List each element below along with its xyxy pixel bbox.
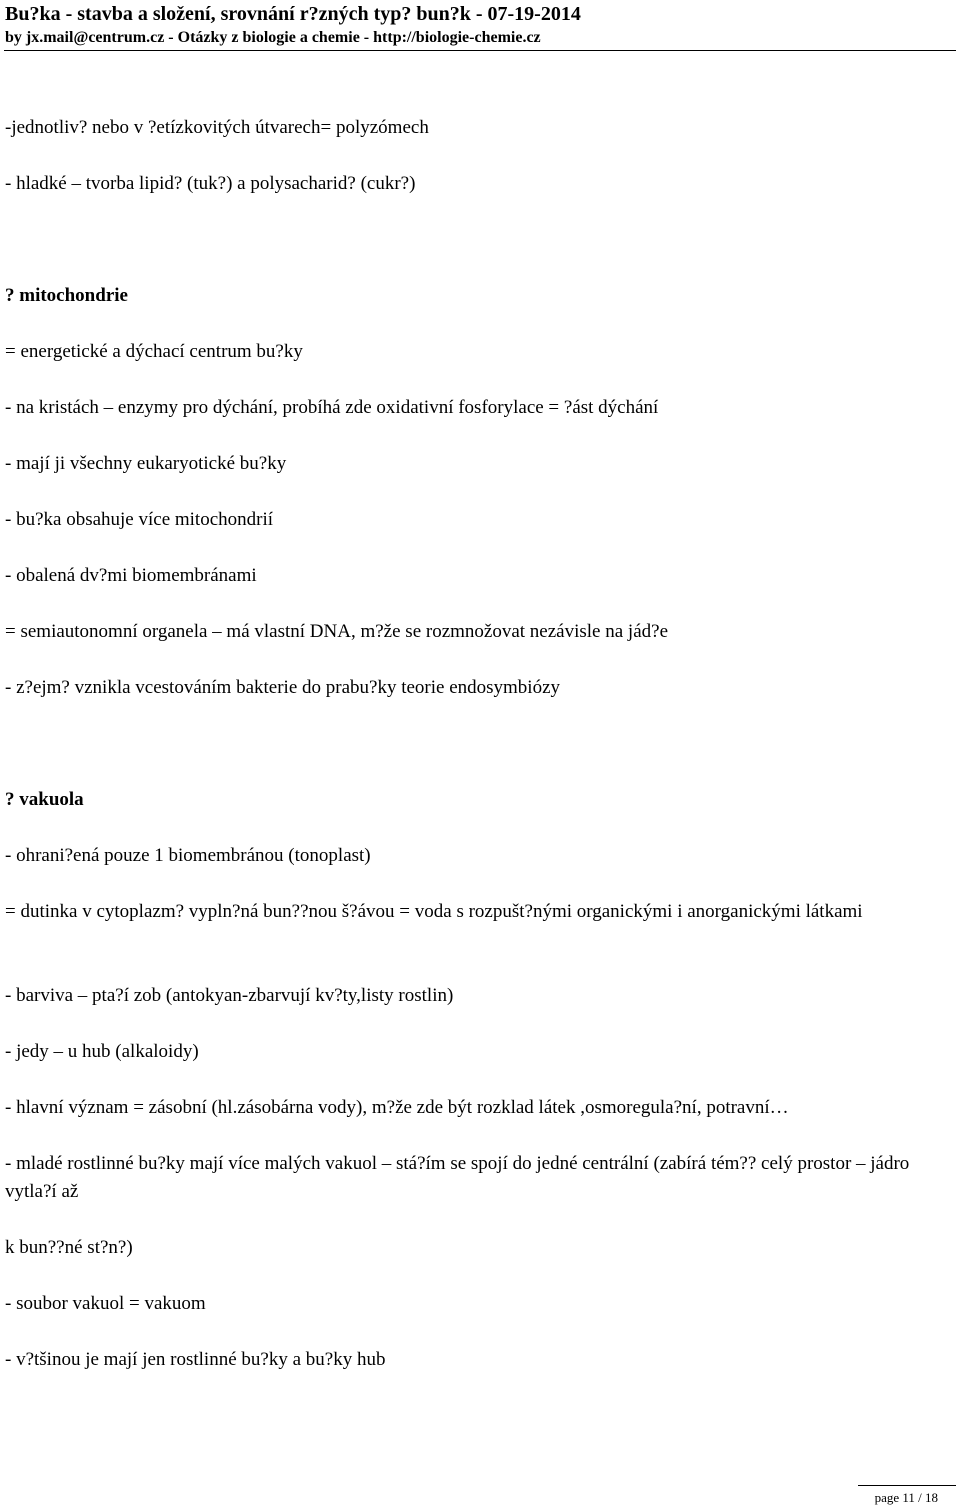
text-line: - jedy – u hub (alkaloidy) [5, 1041, 199, 1062]
text-line: - barviva – pta?í zob (antokyan-zbarvují kv?ty,listy rostlin) [5, 985, 454, 1006]
text-line: = semiautonomní organela – má vlastní DNA, m?že se rozmnožovat nezávisle na jád?e [5, 621, 669, 642]
text-line: = dutinka v cytoplazm? vypln?ná bun??nou š?ávou = voda s rozpušt?nými organickými i anorganickými látkami [5, 901, 863, 922]
text-line: - z?ejm? vznikla vcestováním bakterie do prabu?ky teorie endosymbiózy [5, 677, 561, 698]
text-line: -jednotliv? nebo v ?etízkovitých útvarech= polyzómech [5, 117, 429, 138]
text-line: - hladké – tvorba lipid? (tuk?) a polysacharid? (cukr?) [5, 173, 416, 194]
text-line: - mladé rostlinné bu?ky mají více malých vakuol – stá?ím se spojí do jedné centrální (zabírá tém?? celý prostor – jádro vytla?í až [5, 1153, 910, 1202]
text-line: - obalená dv?mi biomembránami [5, 565, 257, 586]
text-line: = energetické a dýchací centrum bu?ky [5, 341, 303, 362]
text-line: - bu?ka obsahuje více mitochondrií [5, 509, 274, 530]
header-subtitle: by jx.mail@centrum.cz - Otázky z biologie a chemie - http://biologie-chemie.cz [5, 29, 541, 46]
header-title: Bu?ka - stavba a složení, srovnání r?zných typ? bun?k - 07-19-2014 [5, 3, 581, 25]
footer-divider [858, 1485, 956, 1486]
page-number: page 11 / 18 [874, 1490, 938, 1505]
text-line: - ohrani?ená pouze 1 biomembránou (tonoplast) [5, 845, 371, 866]
text-line: k bun??né st?n?) [5, 1237, 133, 1258]
text-line: - mají ji všechny eukaryotické bu?ky [5, 453, 287, 474]
text-line: - na kristách – enzymy pro dýchání, probíhá zde oxidativní fosforylace = ?ást dýchání [5, 397, 659, 418]
section-heading-mitochondrie: ? mitochondrie [5, 285, 128, 306]
page-header [5, 0, 955, 48]
section-heading-vakuola: ? vakuola [5, 789, 84, 810]
text-line: - v?tšinou je mají jen rostlinné bu?ky a bu?ky hub [5, 1349, 386, 1370]
text-line: - hlavní význam = zásobní (hl.zásobárna vody), m?že zde být rozklad látek ,osmoregula?ní, potravní… [5, 1097, 789, 1118]
header-divider [4, 50, 956, 51]
text-line: - soubor vakuol = vakuom [5, 1293, 206, 1314]
